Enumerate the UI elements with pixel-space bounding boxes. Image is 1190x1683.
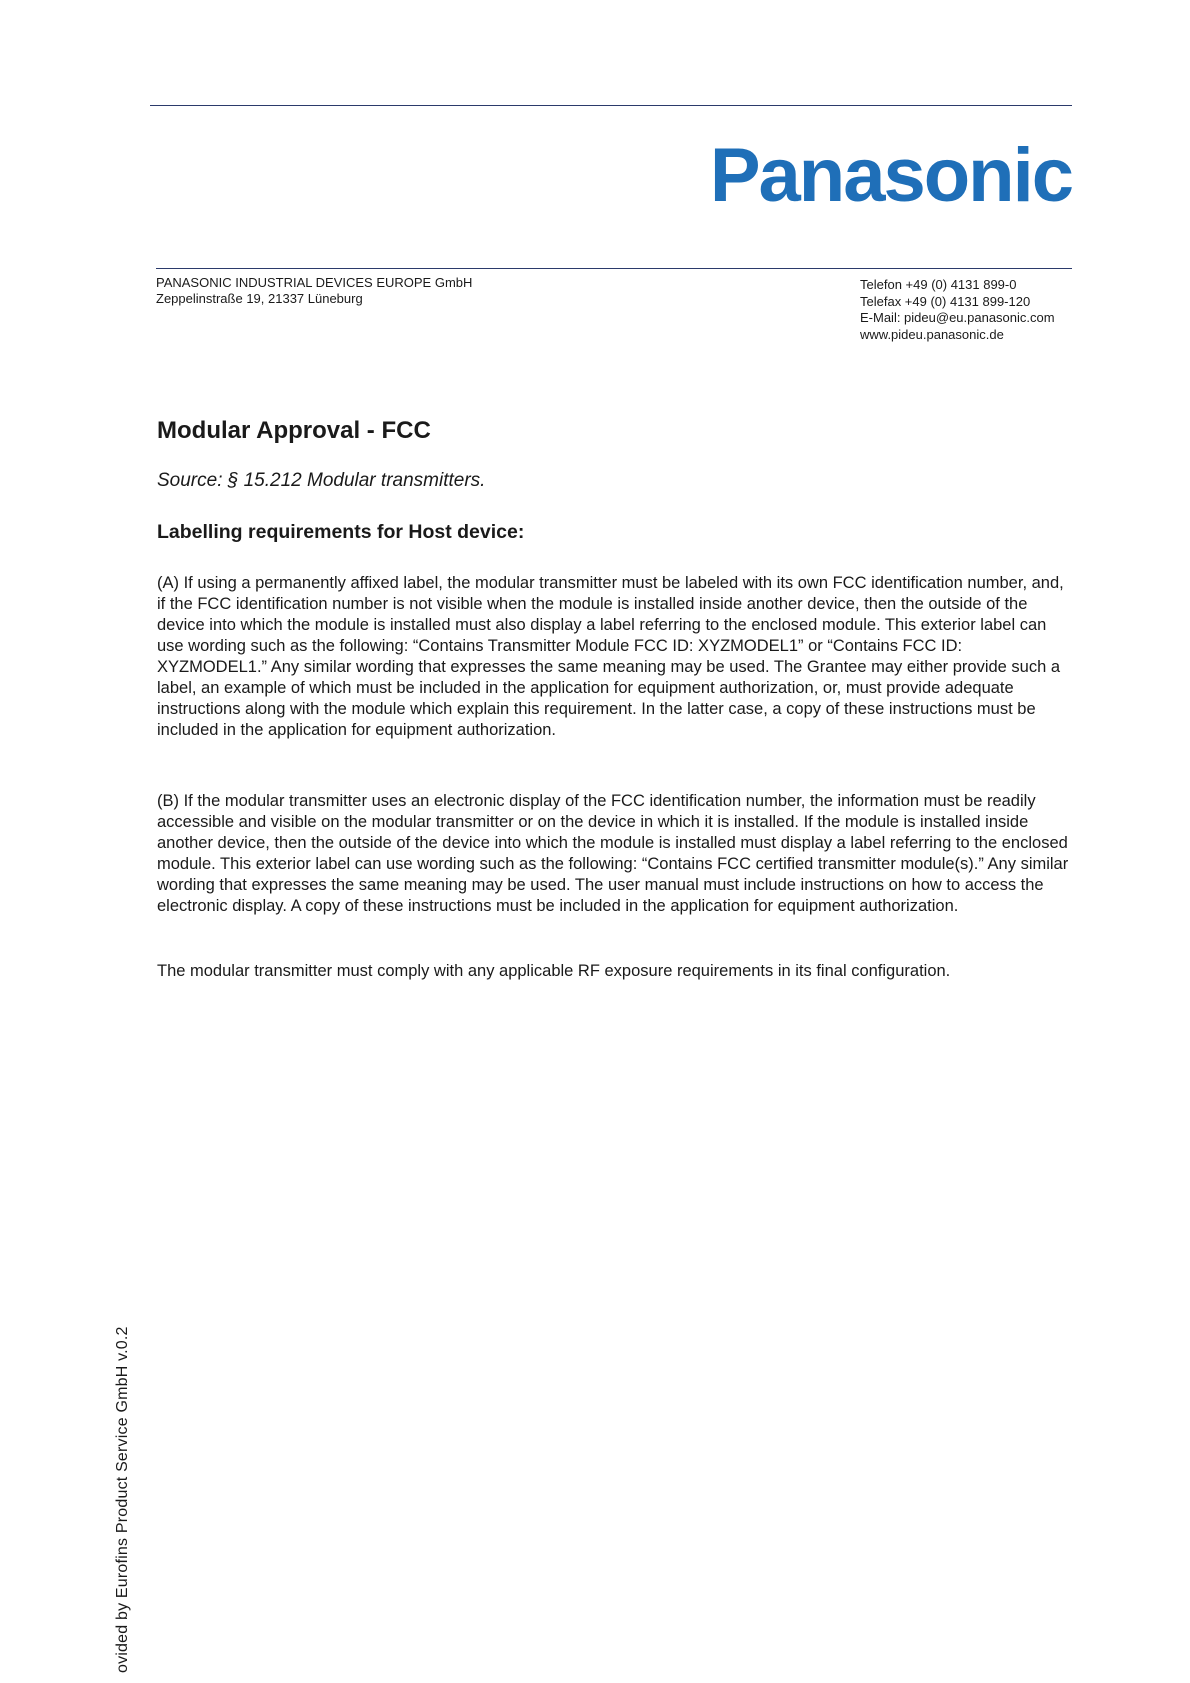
company-address: Zeppelinstraße 19, 21337 Lüneburg: [156, 291, 363, 306]
source-reference: Source: § 15.212 Modular transmitters.: [157, 470, 486, 491]
page-title: Modular Approval - FCC: [157, 417, 431, 444]
panasonic-logo: Panasonic: [709, 133, 1072, 218]
fax-number: Telefax +49 (0) 4131 899-120: [860, 293, 1031, 309]
section-heading: Labelling requirements for Host device:: [157, 521, 525, 543]
company-name: PANASONIC INDUSTRIAL DEVICES EUROPE GmbH: [156, 275, 473, 290]
paragraph-a: (A) If using a permanently affixed label, the modular transmitter must be labeled with its own FCC identification number, and, if the FCC identification number is not visible when the module is installed inside another device, then the outside of the device into which the module is installed must also display a label referring to the enclosed module. This exterior label can use wording such as the following: “Contains Transmitter Module FCC ID: XYZMODEL1” or “Contains FCC ID: XYZMODEL1.” Any similar wording that expresses the same meaning may be used. The Grantee may either provide such a label, an example of which must be included in the application for equipment authorization, or, must provide adequate instructions along with the module which explain this requirement. In the latter case, a copy of these instructions must be included in the application for equipment authorization.: [157, 574, 1064, 739]
top-divider: [150, 105, 1072, 106]
paragraph-b: (B) If the modular transmitter uses an electronic display of the FCC identification number, the information must be readily accessible and visible on the modular transmitter or on the device in which it is installed. If the module is installed inside another device, then the outside of the device into which the module is installed must display a label referring to the enclosed module. This exterior label can use wording such as the following: “Contains FCC certified transmitter module(s).” Any similar wording that expresses the same meaning may be used. The user manual must include instructions on how to access the electronic display. A copy of these instructions must be included in the application for equipment authorization.: [157, 792, 1069, 915]
paragraph-rf-exposure: The modular transmitter must comply with any applicable RF exposure requirements in its final configuration.: [157, 962, 951, 980]
header-divider: [156, 268, 1072, 269]
company-address-block: [156, 275, 472, 307]
phone-number: Telefon +49 (0) 4131 899-0: [860, 277, 1017, 292]
website-address: www.pideu.panasonic.de: [860, 326, 1004, 342]
vertical-provider-note: ovided by Eurofins Product Service GmbH v.0.2: [114, 1326, 131, 1673]
contact-block: [860, 277, 1055, 343]
email-address: E-Mail: pideu@eu.panasonic.com: [860, 310, 1055, 325]
